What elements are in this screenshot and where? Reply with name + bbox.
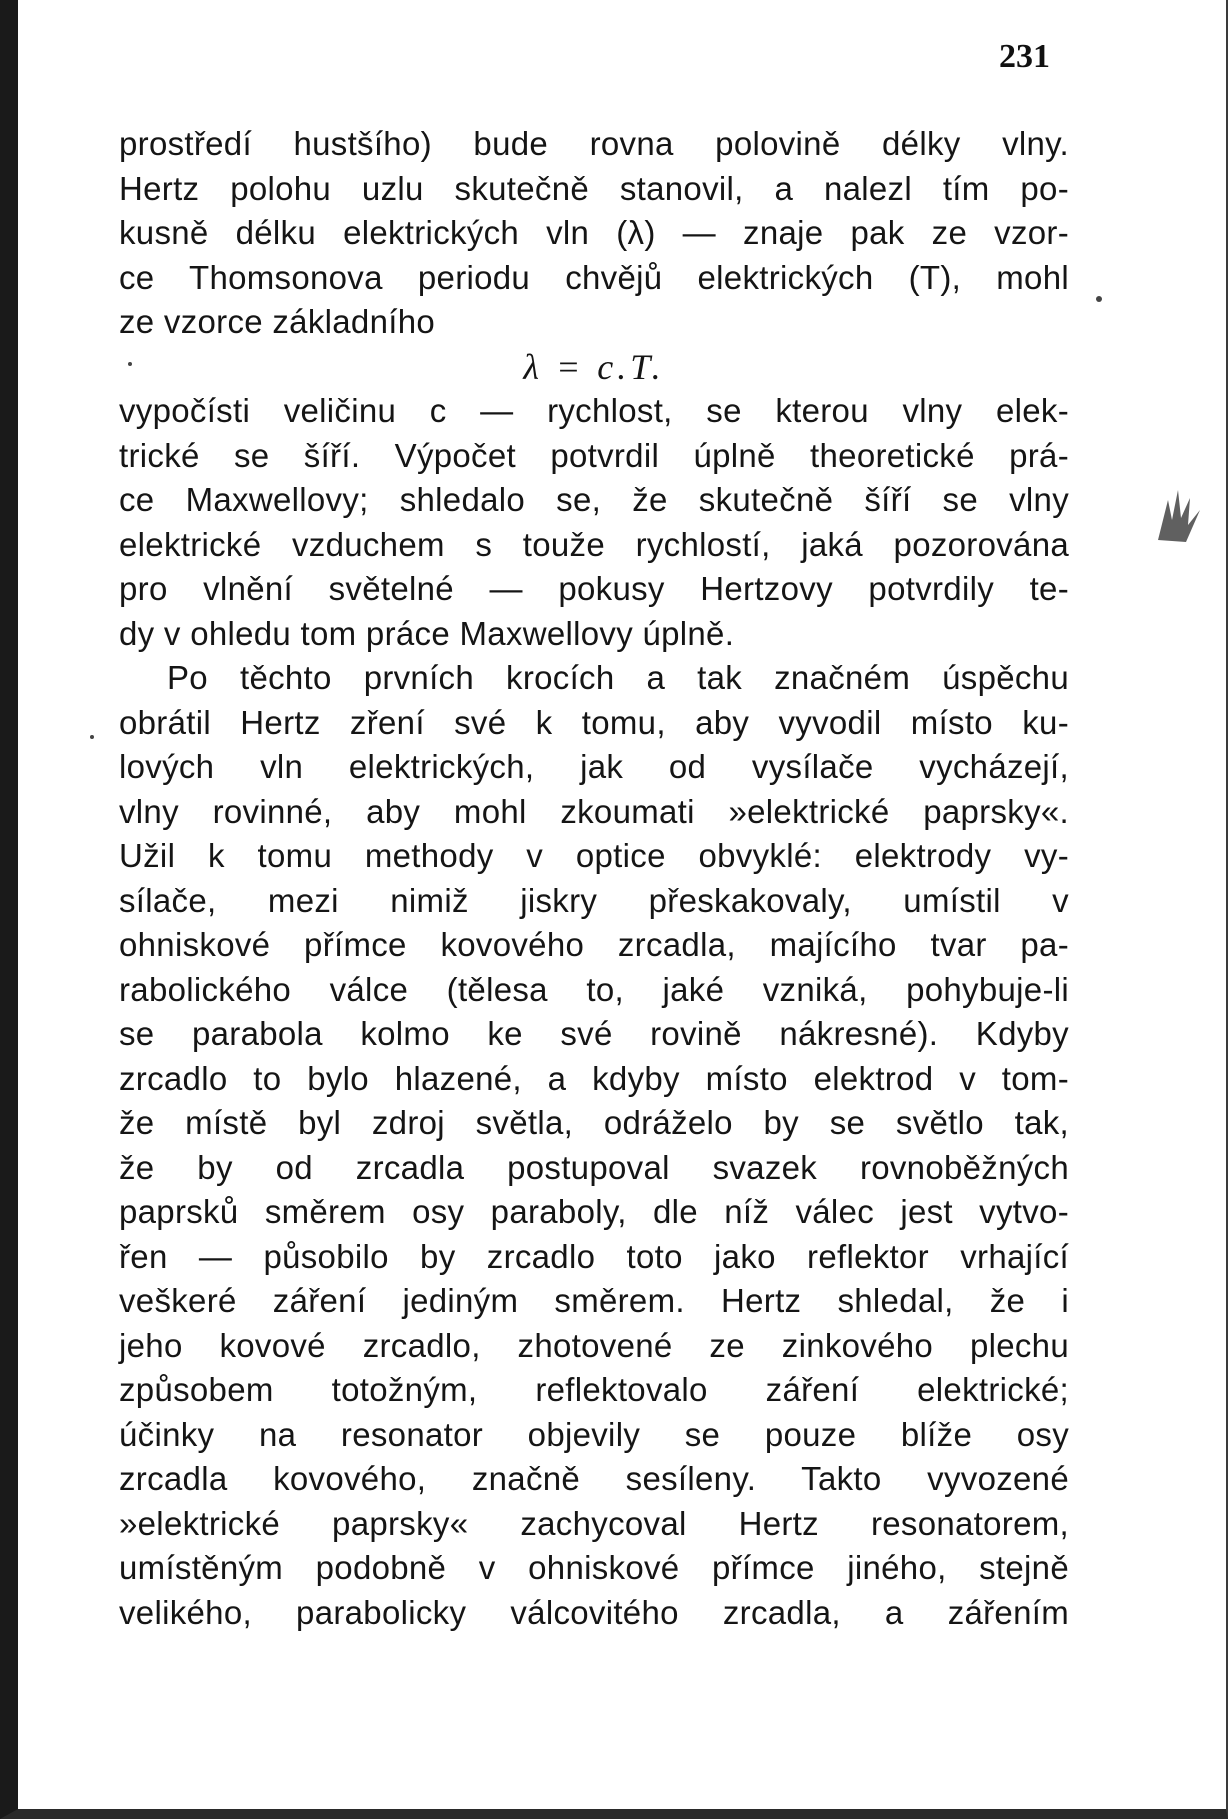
formula: λ = c.T. [523, 346, 665, 387]
text-line: veškeré záření jediným směrem. Hertz shledal, že i [119, 1282, 1069, 1319]
text-line: ce Thomsonova periodu chvějů elektrických (T), mohl [119, 258, 1069, 296]
text-line: velikého, parabolicky válcovitého zrcadla, a zářením [119, 1593, 1069, 1631]
text-line: Užil k tomu methody v optice obvyklé: elektrody vy- [119, 837, 1069, 874]
page-number: 231 [999, 38, 1050, 75]
speck-mark [90, 735, 94, 739]
text-line: lových vln elektrických, jak od vysílače vycházejí, [119, 748, 1069, 785]
text-line: jeho kovové zrcadlo, zhotovené ze zinkového plechu [119, 1326, 1069, 1364]
text-line: »elektrické paprsky« zachycoval Hertz resonatorem, [119, 1504, 1069, 1542]
text-line: vlny rovinné, aby mohl zkoumati »elektrické paprsky«. [119, 792, 1069, 830]
text-line: Hertz polohu uzlu skutečně stanovil, a nalezl tím po- [119, 169, 1069, 207]
text-line: ce Maxwellovy; shledalo se, že skutečně šíří se vlny [119, 481, 1069, 518]
text-line: vypočísti veličinu c — rychlost, se kterou vlny elek- [119, 392, 1069, 429]
text-line: pro vlnění světelné — pokusy Hertzovy potvrdily te- [119, 570, 1069, 607]
text-line: ze vzorce základního [119, 303, 436, 340]
text-line: řen — působilo by zrcadlo toto jako reflektor vrhající [119, 1237, 1069, 1275]
ink-bleed-mark [1148, 480, 1208, 550]
text-line: elektrické vzduchem s touže rychlostí, jaká pozorována [119, 525, 1069, 563]
text-line: ohniskové přímce kovového zrcadla, majícího tvar pa- [119, 926, 1069, 963]
text-line: paprsků směrem osy paraboly, dle níž válec jest vytvo- [119, 1193, 1069, 1230]
text-line: umístěným podobně v ohniskové přímce jiného, stejně [119, 1549, 1069, 1586]
text-line: Po těchto prvních krocích a tak značném úspěchu [167, 659, 1069, 696]
text-line: sílače, mezi nimiž jiskry přeskakovaly, umístil v [119, 881, 1069, 919]
text-line: že místě byl zdroj světla, odráželo by se světlo tak, [119, 1104, 1069, 1141]
text-line: obrátil Hertz zření své k tomu, aby vyvodil místo ku- [119, 703, 1069, 741]
text-line: zrcadla kovového, značně sesíleny. Takto vyvozené [119, 1460, 1069, 1497]
text-line: zrcadlo to bylo hlazené, a kdyby místo elektrod v tom- [119, 1059, 1069, 1097]
text-line: dy v ohledu tom práce Maxwellovy úplně. [119, 614, 735, 652]
text-line: způsobem totožným, reflektovalo záření elektrické; [119, 1371, 1069, 1408]
text-line: že by od zrcadla postupoval svazek rovnoběžných [119, 1148, 1069, 1186]
text-line: účinky na resonator objevily se pouze blíže osy [119, 1415, 1069, 1453]
text-line: prostředí hustšího) bude rovna polovině délky vlny. [119, 125, 1069, 162]
text-line: rabolického válce (tělesa to, jaké vzniká, pohybuje-li [119, 970, 1069, 1008]
text-line: se parabola kolmo ke své rovině nákresné). Kdyby [119, 1015, 1069, 1052]
text-line: kusně délku elektrických vln (λ) — znaje pak ze vzor- [119, 214, 1069, 251]
text-line: trické se šíří. Výpočet potvrdil úplně theoretické prá- [119, 436, 1069, 474]
body-text [119, 122, 1069, 1635]
speck-mark [1096, 296, 1102, 302]
speck-mark [128, 362, 132, 366]
